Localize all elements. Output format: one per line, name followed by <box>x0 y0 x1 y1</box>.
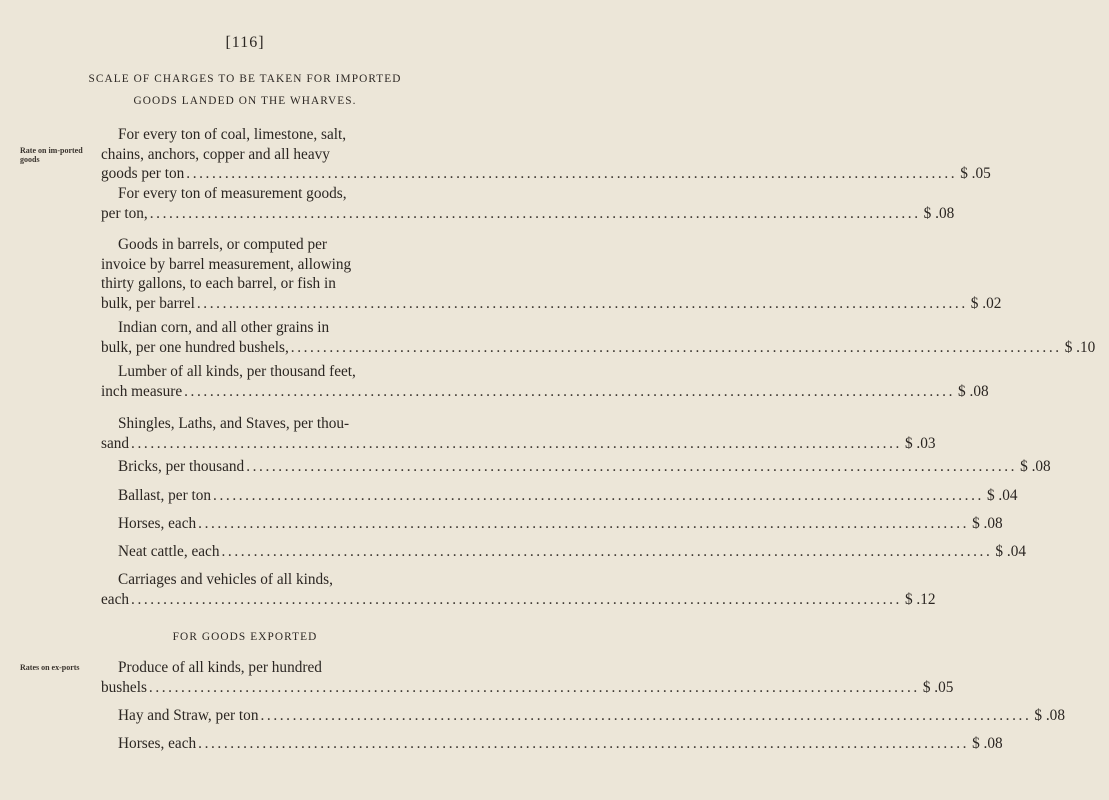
rate-entry <box>101 235 1002 313</box>
rate-entry <box>101 514 1003 534</box>
dot-leader: ........................................................................................................................ <box>131 590 902 608</box>
import-heading-line-1: SCALE OF CHARGES TO BE TAKEN FOR IMPORTED <box>88 73 402 85</box>
entry-final-line <box>101 294 1002 314</box>
entry-text-line: Goods in barrels, or computed per <box>118 236 328 253</box>
rate-entry <box>101 658 954 697</box>
entry-final-line <box>101 514 1003 534</box>
dot-leader: ........................................................................................................................ <box>221 543 993 560</box>
entry-text-line: Carriages and vehicles of all kinds, <box>118 571 333 588</box>
rate-price: $ .05 <box>922 678 954 696</box>
entry-final-line <box>101 338 1096 358</box>
entry-text-line: Hay and Straw, per ton <box>118 707 259 724</box>
dot-leader: ........................................................................................................................ <box>246 458 1018 475</box>
entry-final-line <box>101 678 954 698</box>
import-heading-line-2: GOODS LANDED ON THE WHARVES. <box>133 95 357 107</box>
entry-final-line <box>101 706 1065 726</box>
rate-entry <box>101 362 989 401</box>
dot-leader: ........................................................................................................................ <box>198 735 970 752</box>
entry-text-line: bushels <box>101 678 147 696</box>
entry-text-line: each <box>101 590 130 608</box>
rate-price: $ .03 <box>904 434 936 452</box>
entry-text-line: Horses, each <box>118 735 197 752</box>
entry-final-line <box>101 590 936 610</box>
dot-leader: ........................................................................................................................ <box>198 515 970 532</box>
rate-price: $ .02 <box>970 294 1002 312</box>
entry-text-line: invoice by barrel measurement, allowing <box>101 255 352 273</box>
entry-final-line <box>101 457 1051 477</box>
entry-text-line: Ballast, per ton <box>118 487 212 504</box>
dot-leader: ........................................................................................................................ <box>131 434 902 452</box>
entry-text-line: Lumber of all kinds, per thousand feet, <box>118 363 356 380</box>
entry-text-line: sand <box>101 434 130 452</box>
page-number: [116] <box>225 34 265 51</box>
rate-entry <box>101 457 1051 477</box>
rate-entry <box>101 318 1096 357</box>
dot-leader: ........................................................................................................................ <box>148 678 920 696</box>
dot-leader: ........................................................................................................................ <box>213 487 984 504</box>
margin-note-exports: Rates on ex-ports <box>20 663 80 672</box>
dot-leader: ........................................................................................................................ <box>186 165 958 182</box>
rate-price: $ .08 <box>972 515 1003 532</box>
entry-final-line <box>101 734 1003 754</box>
entry-text-line: bulk, per barrel <box>101 294 195 312</box>
rate-price: $ .08 <box>1034 707 1065 724</box>
rate-price: $ .08 <box>972 735 1003 752</box>
entry-final-line <box>101 434 936 454</box>
entry-final-line <box>101 486 1018 506</box>
rate-entry <box>101 184 955 223</box>
entry-text-line: Horses, each <box>118 515 197 532</box>
entry-text-line: Bricks, per thousand <box>118 458 245 475</box>
rate-price: $ .12 <box>904 590 936 608</box>
entry-text-line: inch measure <box>101 382 183 400</box>
dot-leader: ........................................................................................................................ <box>149 204 921 222</box>
rate-price: $ .05 <box>960 165 991 182</box>
rate-price: $ .08 <box>1020 458 1051 475</box>
entry-final-line <box>101 164 991 184</box>
entry-final-line <box>101 542 1026 562</box>
rate-entry <box>101 734 1003 754</box>
entry-text-line: chains, anchors, copper and all heavy <box>101 145 330 163</box>
rate-price: $ .04 <box>995 543 1026 560</box>
rate-entry <box>101 570 936 609</box>
rate-entry <box>101 706 1065 726</box>
entry-text-line: Shingles, Laths, and Staves, per thou- <box>118 415 350 432</box>
entry-text-line: bulk, per one hundred bushels, <box>101 338 289 356</box>
dot-leader: ........................................................................................................................ <box>196 294 968 312</box>
export-heading: FOR GOODS EXPORTED <box>172 631 318 643</box>
rate-entry <box>101 414 936 453</box>
rate-entry <box>101 542 1026 562</box>
entry-text-line: thirty gallons, to each barrel, or fish in <box>101 275 336 292</box>
entry-text-line: Indian corn, and all other grains in <box>118 319 330 336</box>
rate-entry <box>101 486 1018 506</box>
rate-price: $ .08 <box>958 382 989 400</box>
entry-text-line: For every ton of measurement goods, <box>118 185 347 202</box>
entry-text-line: goods per ton <box>101 165 185 182</box>
entry-text-line: Neat cattle, each <box>118 543 220 560</box>
margin-note-imports: Rate on im-ported goods <box>20 146 83 164</box>
rate-price: $ .04 <box>986 487 1018 504</box>
rate-price: $ .08 <box>923 204 955 222</box>
entry-text-line: Produce of all kinds, per hundred <box>118 659 322 676</box>
entry-final-line <box>101 204 955 224</box>
rate-price: $ .10 <box>1064 338 1096 356</box>
entry-text-line: For every ton of coal, limestone, salt, <box>118 126 347 143</box>
entry-text-line: per ton, <box>101 204 148 222</box>
dot-leader: ........................................................................................................................ <box>290 338 1062 356</box>
rate-entry <box>101 125 991 184</box>
dot-leader: ........................................................................................................................ <box>184 382 956 400</box>
entry-final-line <box>101 382 989 402</box>
dot-leader: ........................................................................................................................ <box>260 707 1032 724</box>
